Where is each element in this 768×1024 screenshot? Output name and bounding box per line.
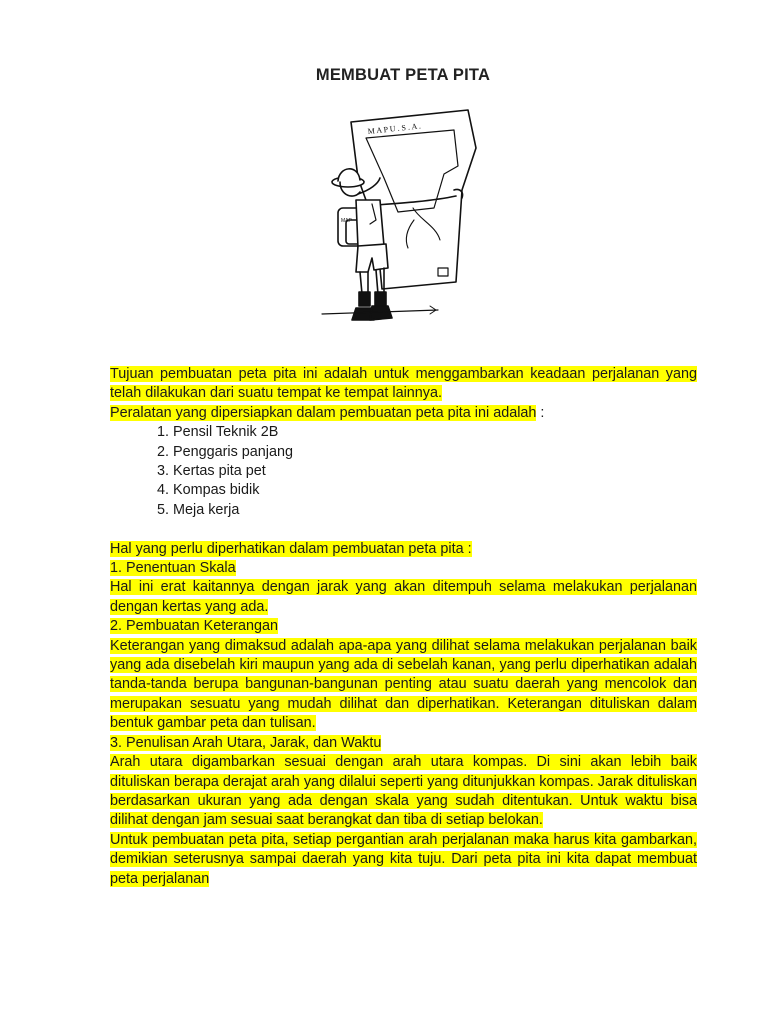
list-item: 1. Pensil Teknik 2B <box>157 424 279 441</box>
list-item: 4. Kompas bidik <box>157 482 260 499</box>
tools-intro-text: Peralatan yang dipersiapkan dalam pembuatan peta pita ini adalah <box>110 404 537 421</box>
backpack-label-text: MAP <box>341 218 352 224</box>
list-item: 5. Meja kerja <box>157 501 240 518</box>
notes-heading <box>110 540 697 559</box>
intro-text: Tujuan pembuatan peta pita ini adalah untuk menggambarkan keadaan perjalanan yang telah dilakukan dari suatu tempat ke tempat lainnya. <box>110 366 697 402</box>
section-1-body <box>110 578 697 617</box>
intro-paragraph <box>110 365 697 404</box>
section-2-title-text: 2. Pembuatan Keterangan <box>110 618 279 635</box>
section-2-body <box>110 637 697 734</box>
section-1-body-text: Hal ini erat kaitannya dengan jarak yang akan ditempuh selama melakukan perjalanan dengan kertas yang ada. <box>110 579 697 615</box>
tools-list <box>110 423 697 520</box>
list-item: 3. Kertas pita pet <box>157 463 266 480</box>
section-2-body-text: Keterangan yang dimaksud adalah apa-apa yang dilihat selama melakukan perjalanan baik yang ada disebelah kiri maupun yang ada di sebelah kanan, yang perlu diperhatikan adalah tanda-tanda berupa bangunan-bangunan penting atau suatu daerah yang mencolok dan merupakan sesuatu yang mudah dilihat dan diperhatikan. Keterangan dituliskan dalam bentuk gambar peta dan tulisan. <box>110 637 697 732</box>
document-body <box>110 365 697 889</box>
tools-intro <box>110 404 697 423</box>
section-3-title <box>110 734 697 753</box>
section-1-title <box>110 559 697 578</box>
map-title-text: M A P U . S . A . <box>367 121 422 136</box>
section-2-title <box>110 617 697 636</box>
tools-intro-suffix: : <box>536 404 545 421</box>
section-1-title-text: 1. Penentuan Skala <box>110 560 236 577</box>
page-title: MEMBUAT PETA PITA <box>315 66 491 84</box>
scout-reading-map-illustration <box>318 108 480 340</box>
list-item: 2. Penggaris panjang <box>157 443 294 460</box>
spacer <box>110 520 697 539</box>
section-3-body-text: Arah utara digambarkan sesuai dengan arah utara kompas. Di sini akan lebih baik dituliskan berapa derajat arah yang dilalui seperti yang ditunjukkan kompas. Jarak dituliskan berdasarkan ukuran yang ada dengan skala yang sudah ditentukan. Untuk waktu bisa dilihat dengan jam sesuai saat berangkat dan tiba di setiap belokan. <box>110 754 697 829</box>
section-3-body <box>110 753 697 831</box>
section-3-title-text: 3. Penulisan Arah Utara, Jarak, dan Waktu <box>110 734 382 751</box>
closing-paragraph <box>110 831 697 889</box>
closing-text: Untuk pembuatan peta pita, setiap pergantian arah perjalanan maka harus kita gambarkan, demikian seterusnya sampai daerah yang kita tuju. Dari peta pita ini kita dapat membuat peta perjalanan <box>110 831 697 887</box>
notes-heading-text: Hal yang perlu diperhatikan dalam pembuatan peta pita : <box>110 540 472 557</box>
